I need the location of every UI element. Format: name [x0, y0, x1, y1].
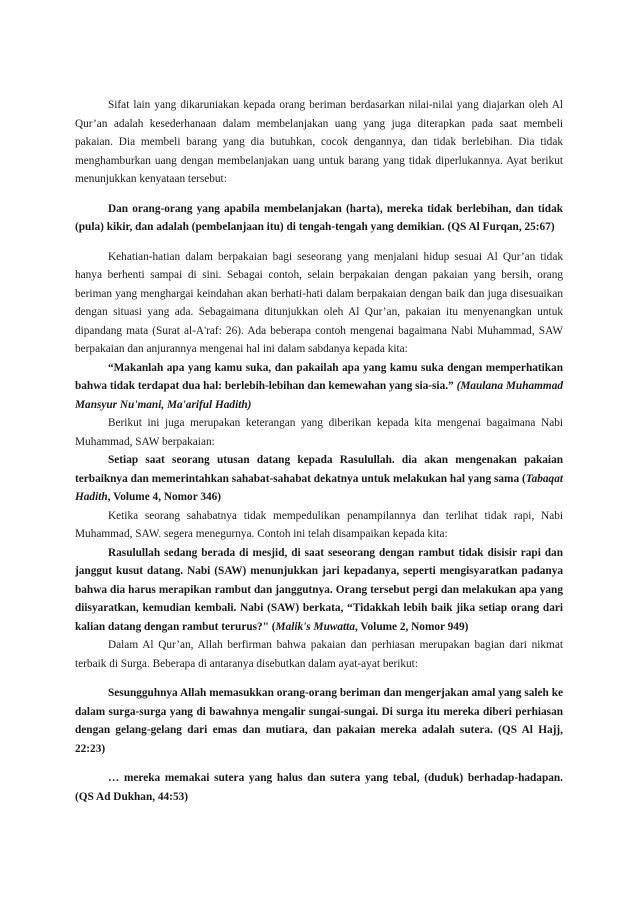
quote-tabaqat: [75, 451, 563, 507]
document-page: [75, 96, 563, 806]
quote-hajj: Sesungguhnya Allah memasukkan orang-orang beriman dan mengerjakan amal yang saleh ke dalam surga-surga yang di bawahnya mengalir sungai-sungai. Di surga itu mereka diberi perhiasan dengan gelang-gelang dari emas dan mutiara, dan pakaian mereka adalah sutera. (QS Al Hajj, 22:23): [75, 687, 563, 755]
paragraph-intro: Sifat lain yang dikaruniakan kepada orang beriman berdasarkan nilai-nilai yang diajarkan oleh Al Qur’an adalah kesederhanaan dalam membelanjakan uang yang juga diterapkan pada saat membeli pakaian. Dia membeli barang yang dia butuhkan, cocok dengannya, dan tidak berlebihan. Dia tidak menghamburkan uang dengan membelanjakan uang untuk barang yang tidak diperlukannya. Ayat berikut menunjukkan kenyataan tersebut:: [75, 99, 563, 185]
quote-tabaqat-source: Tabaqat Hadith: [75, 472, 563, 503]
paragraph-clothing-care: Kehatian-hatian dalam berpakaian bagi seseorang yang menjalani hidup sesuai Al Qur’an tidak hanya berhenti sampai di sini. Sebagai contoh, selain berpakaian dengan pakaian yang bersih, orang beriman yang menghargai keindahan akan berhati-hati dalam berpakaian dengan baik dan juga disesuaikan dengan situasi yang ada. Sebagaimana ditunjukkan oleh Al Qur’an, pakaian itu menyenangkan untuk dipandang mata (Surat al-A'raf: 26). Ada beberapa contoh mengenai bagaimana Nabi Muhammad, SAW berpakaian dan anjurannya mengenai hal ini dalam sabdanya kepada kita:: [75, 250, 563, 355]
quote-tabaqat-ref: , Volume 4, Nomor 346): [107, 491, 222, 503]
quote-muwatta: [75, 544, 563, 637]
quote-muwatta-ref: , Volume 2, Nomor 949): [354, 620, 469, 633]
paragraph-companion: Ketika seorang sahabatnya tidak mempedulikan penampilannya dan terlihat tidak rapi, Nabi Muhammad, SAW. segera menegurnya. Contoh ini telah disampaikan kepada kita:: [75, 509, 563, 540]
quote-muwatta-text: Rasulullah sedang berada di mesjid, di saat seseorang dengan rambut tidak disisir rapi dan janggut kusut datang. Nabi (SAW) menunjukkan jari kepadanya, seperti mengisyaratkan padanya bahwa dia harus merapikan rambut dan janggutnya. Orang tersebut pergi dan melakukan apa yang diisyaratkan, kemudian kembali. Nabi (SAW) berkata, “Tidakkah lebih baik jika setiap orang dari kalian datang dengan rambut terurus?" (: [75, 546, 563, 633]
quote-hadith-eat-wear-text: “Makanlah apa yang kamu suka, dan pakailah apa yang kamu suka dengan memperhatikan bahwa tidak terdapat dua hal: berlebih-lebihan dan kemewahan yang sia-sia.”: [75, 361, 563, 392]
paragraph-prophet-dress: Berikut ini juga merupakan keterangan yang diberikan kepada kita mengenai bagaimana Nabi Muhammad, SAW berpakaian:: [75, 417, 563, 448]
quote-tabaqat-text: Setiap saat seorang utusan datang kepada Rasulullah. dia akan mengenakan pakaian terbaiknya dan memerintahkan sahabat-sahabat dekatnya untuk melakukan hal yang sama (: [75, 454, 563, 485]
quote-muwatta-source: Malik's Muwatta: [275, 620, 355, 633]
quote-furqan: Dan orang-orang yang apabila membelanjakan (harta), mereka tidak berlebihan, dan tidak (pula) kikir, dan adalah (pembelanjaan itu) di tengah-tengah yang demikian. (QS Al Furqan, 25:67): [75, 202, 563, 233]
quote-hadith-eat-wear: [75, 359, 563, 415]
paragraph-paradise: Dalam Al Qur’an, Allah berfirman bahwa pakaian dan perhiasan merupakan bagian dari nikmat terbaik di Surga. Beberapa di antaranya disebutkan dalam ayat-ayat berikut:: [75, 639, 563, 670]
quote-hadith-eat-wear-source: (Maulana Muhammad Mansyur Nu'mani, Ma'ariful Hadith): [75, 380, 563, 411]
quote-dukhan: … mereka memakai sutera yang halus dan sutera yang tebal, (duduk) berhadap-hadapan. (QS Ad Dukhan, 44:53): [75, 772, 563, 803]
